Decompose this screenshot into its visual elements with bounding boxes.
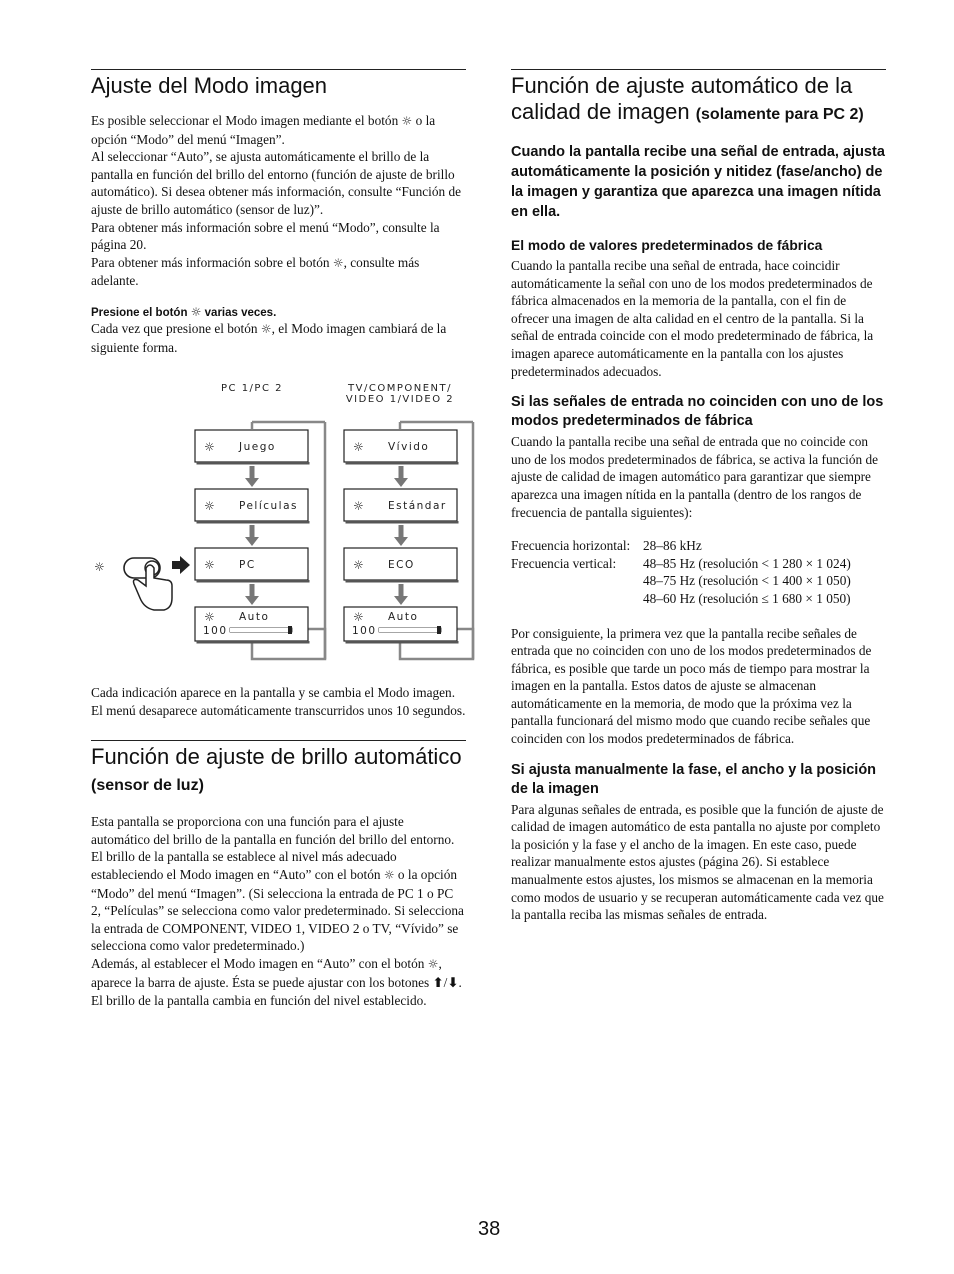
down-arrow-icon bbox=[394, 525, 408, 546]
freq-v-value: 48–85 Hz (resolución < 1 280 × 1 024) bbox=[643, 555, 851, 571]
sun-icon: ☼ bbox=[401, 114, 413, 128]
sun-icon: ☼ bbox=[204, 610, 215, 624]
auto-level-marker bbox=[288, 626, 292, 634]
subheading: Si las señales de entrada no coinciden con uno de los modos predeterminados de fábrica bbox=[511, 394, 884, 430]
pc-mode-label: Películas bbox=[239, 500, 299, 512]
freq-h-label: Frecuencia horizontal: bbox=[511, 538, 631, 554]
tv-mode-label: ECO bbox=[388, 559, 415, 571]
sun-icon: ☼ bbox=[204, 558, 215, 572]
paragraph: Al seleccionar “Auto”, se ajusta automáticamente el brillo de la pantalla en función del brillo del entorno (función de ajuste de brillo automático). Si desea obtener más información, consulte “Función de ajuste de brillo automático (sensor de luz)”. bbox=[91, 149, 461, 217]
auto-level-fill bbox=[379, 628, 441, 632]
down-arrow-icon bbox=[394, 584, 408, 605]
freq-v-value: 48–75 Hz (resolución < 1 400 × 1 050) bbox=[643, 573, 851, 589]
sun-icon: ☼ bbox=[204, 440, 215, 454]
auto-level-value: 100 bbox=[352, 625, 377, 637]
sun-icon: ☼ bbox=[260, 321, 272, 336]
tv-mode-label: Estándar bbox=[388, 500, 447, 512]
box-shadow bbox=[346, 580, 459, 583]
paragraph: Para obtener más información sobre el menú “Modo”, consulte la página 20. bbox=[91, 219, 440, 253]
paragraph: Cada vez que presione el botón ☼, el Modo imagen cambiará de la siguiente forma. bbox=[91, 320, 447, 355]
box-shadow bbox=[346, 521, 459, 524]
left-column-lower bbox=[91, 684, 466, 1010]
auto-level-marker bbox=[437, 626, 441, 634]
freq-v-value: 48–60 Hz (resolución ≤ 1 680 × 1 050) bbox=[643, 590, 851, 606]
pc-mode-label: Juego bbox=[239, 441, 276, 453]
pc-mode-column bbox=[195, 430, 310, 644]
box-shadow bbox=[197, 580, 310, 583]
down-arrow-icon bbox=[245, 584, 259, 605]
tv-mode-label: Vívido bbox=[388, 441, 430, 453]
box-shadow bbox=[197, 521, 310, 524]
sun-icon: ☼ bbox=[383, 867, 395, 882]
sun-icon: ☼ bbox=[204, 499, 215, 513]
box-shadow bbox=[346, 641, 459, 644]
sun-icon: ☼ bbox=[94, 560, 105, 574]
paragraph: Para obtener más información sobre el botón ☼, consulte más adelante. bbox=[91, 254, 420, 289]
freq-h-value: 28–86 kHz bbox=[643, 538, 702, 554]
up-arrow-icon: ⬆ bbox=[432, 975, 444, 991]
paragraph: Cuando la pantalla recibe una señal de entrada, hace coincidir automáticamente la señal con uno de los modos predeterminados de fábrica almacenados en la memoria de la pantalla, con el fin de ofrecer una imagen de alta calidad en el centro de la pantalla. Si la señal de entrada coincide con el modo predeterminado de fábrica, la imagen aparece automáticamente en la pantalla con los ajustes predeterminados adecuados. bbox=[511, 258, 874, 379]
box-shadow bbox=[346, 462, 459, 465]
subheading: Si ajusta manualmente la fase, el ancho y la posición de la imagen bbox=[511, 761, 877, 797]
paragraph: Es posible seleccionar el Modo imagen mediante el botón ☼ o la opción “Modo” del menú “Imagen”. bbox=[91, 113, 436, 147]
paragraph: Esta pantalla se proporciona con una función para el ajuste automático del brillo de la pantalla en función del brillo del entorno. El brillo de la pantalla se establece al nivel más adecuado estableciendo el Modo imagen en “Auto” con el botón ☼ o la opción “Modo” del menú “Imagen”. (Si selecciona la entrada de PC 1 o PC 2, “Películas” se selecciona como valor predeterminado. Si selecciona la entrada de COMPONENT, VIDEO 1, VIDEO 2 o TV, “Vívido” se selecciona como valor predeterminado.) bbox=[91, 814, 464, 954]
tv-mode-label: Auto bbox=[388, 611, 419, 623]
section-rule bbox=[91, 740, 466, 741]
sun-icon: ☼ bbox=[332, 255, 344, 270]
lead-paragraph: Cuando la pantalla recibe una señal de entrada, ajusta automáticamente la posición y nitidez (fase/ancho) de la imagen y garantiza que aparezca una imagen nítida en ella. bbox=[511, 144, 885, 220]
sun-icon: ☼ bbox=[190, 304, 202, 319]
sun-icon: ☼ bbox=[427, 956, 439, 971]
diagram-label-tv-2: VIDEO 1/VIDEO 2 bbox=[345, 394, 455, 405]
paragraph: Cuando la pantalla recibe una señal de entrada que no coincide con uno de los modos predeterminados de fábrica, se activa la función de ajuste de calidad de imagen automático para garantizar que siempre aparezca una imagen nítida en la pantalla (dentro de los rangos de frecuencia de pantalla siguientes): bbox=[511, 434, 879, 520]
down-arrow-icon bbox=[245, 525, 259, 546]
section-title-brillo: Función de ajuste de brillo automático (sensor de luz) bbox=[91, 744, 462, 795]
section-title-modo-imagen: Ajuste del Modo imagen bbox=[91, 73, 328, 98]
paragraph: Además, al establecer el Modo imagen en “Auto” con el botón ☼, aparece la barra de ajuste. Ésta se puede ajustar con los botones ⬆/⬇. El brillo de la pantalla cambia en función del nivel establecido. bbox=[91, 955, 462, 1009]
diagram-label-tv-1: TV/COMPONENT/ bbox=[348, 383, 452, 394]
picture-mode-diagram bbox=[80, 372, 480, 672]
paragraph: Cada indicación aparece en la pantalla y se cambia el Modo imagen. El menú desaparece automáticamente transcurridos unos 10 segundos. bbox=[91, 685, 466, 718]
sun-icon: ☼ bbox=[353, 499, 364, 513]
paragraph: Por consiguiente, la primera vez que la pantalla recibe señales de entrada que no coinciden con uno de los modos predeterminados de fábrica, es posible que tarde un poco más de tiempo para mostrar la imagen en la pantalla. Estos datos de ajuste se almacenan automáticamente en la memoria, de modo que la próxima vez la pantalla funcionará del mismo modo que cuando recibe señales que coinciden con los modos predeterminados de fábrica. bbox=[511, 625, 872, 747]
page-number: 38 bbox=[478, 1218, 501, 1240]
pc-mode-label: PC bbox=[239, 559, 256, 571]
pc-mode-label: Auto bbox=[239, 611, 270, 623]
frequency-table bbox=[511, 537, 851, 607]
instruction-heading: Presione el botón ☼ varias veces. bbox=[91, 304, 277, 319]
left-column bbox=[91, 69, 466, 356]
auto-level-fill bbox=[230, 628, 292, 632]
section-rule bbox=[91, 69, 466, 70]
subheading: El modo de valores predeterminados de fábrica bbox=[511, 238, 823, 253]
tv-mode-column bbox=[344, 430, 459, 644]
paragraph: Para algunas señales de entrada, es posible que la función de ajuste de calidad de imagen automático de esta pantalla no ajuste por completo la posición y la fase y el ancho de la imagen. En este caso, puede realizar manualmente estos ajustes (página 26). Si establece manualmente estos ajustes, los mismos se almacenan en la memoria como modos de usuario y se recuperan automáticamente cada vez que la pantalla reciba las mismas señales de entrada. bbox=[511, 801, 884, 923]
section-rule bbox=[511, 69, 886, 70]
auto-level-value: 100 bbox=[203, 625, 228, 637]
freq-v-label: Frecuencia vertical: bbox=[511, 555, 617, 571]
box-shadow bbox=[197, 641, 310, 644]
sun-icon: ☼ bbox=[353, 558, 364, 572]
section-title-calidad: Función de ajuste automático de la calidad de imagen (solamente para PC 2) bbox=[511, 73, 864, 124]
right-arrow-icon bbox=[172, 556, 190, 574]
down-arrow-icon bbox=[394, 466, 408, 487]
diagram-label-pc: PC 1/PC 2 bbox=[221, 383, 283, 394]
down-arrow-icon bbox=[245, 466, 259, 487]
sun-icon: ☼ bbox=[353, 610, 364, 624]
right-column bbox=[511, 69, 886, 924]
sun-icon: ☼ bbox=[353, 440, 364, 454]
box-shadow bbox=[197, 462, 310, 465]
down-arrow-icon: ⬇ bbox=[447, 975, 459, 991]
